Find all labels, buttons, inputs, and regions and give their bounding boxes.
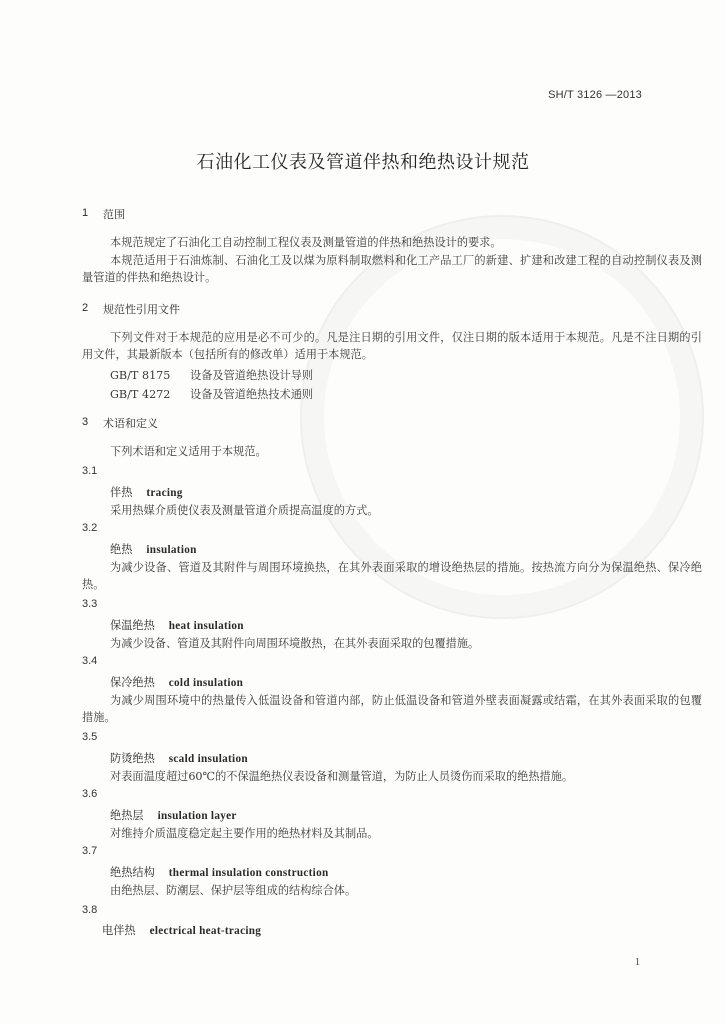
term-english: heat insulation xyxy=(168,620,244,632)
page-number: 1 xyxy=(635,957,640,968)
term-number: 3.1 xyxy=(82,465,98,477)
term-definition: 采用热媒介质使仪表及测量管道介质提高温度的方式。 xyxy=(110,504,379,517)
reference-name: 设备及管道绝热设计导则 xyxy=(190,369,314,382)
section-2-paragraph: 下列文件对于本规范的应用是必不可少的。凡是注日期的引用文件，仅注日期的版本适用于本规范。凡是不注日期的引用文件，其最新版本（包括所有的修改单）适用于本规范。 xyxy=(82,331,702,361)
term-chinese: 绝热层 xyxy=(110,809,144,822)
term-heading xyxy=(110,541,197,557)
term-english: tracing xyxy=(146,487,183,499)
standard-code: SH/T 3126 —2013 xyxy=(548,89,642,101)
term-english: thermal insulation construction xyxy=(168,867,329,879)
section-1-number: 1 xyxy=(82,207,89,219)
term-heading xyxy=(110,617,244,633)
term-number: 3.7 xyxy=(82,845,98,857)
section-1-paragraph-1: 本规范规定了石油化工自动控制工程仪表及测量管道的伴热和绝热设计的要求。 xyxy=(110,236,502,249)
term-english: insulation xyxy=(146,544,197,556)
term-heading xyxy=(110,674,243,690)
term-heading xyxy=(102,922,261,938)
term-chinese: 绝热 xyxy=(110,543,133,556)
term-definition: 对维持介质温度稳定起主要作用的绝热材料及其制品。 xyxy=(110,827,379,840)
section-3-number: 3 xyxy=(82,416,89,428)
term-number: 3.6 xyxy=(82,788,98,800)
reference-name: 设备及管道绝热技术通则 xyxy=(190,388,314,401)
term-english: cold insulation xyxy=(168,677,244,689)
term-definition: 为减少周围环境中的热量传入低温设备和管道内部，防止低温设备和管道外壁表面凝露或结霜，在其外表面采取的包覆措施。 xyxy=(82,694,702,724)
section-1-title: 范围 xyxy=(103,208,125,221)
term-chinese: 防烫绝热 xyxy=(110,752,155,765)
term-heading xyxy=(110,807,237,823)
page-title: 石油化工仪表及管道伴热和绝热设计规范 xyxy=(196,152,530,173)
term-number: 3.2 xyxy=(82,522,98,534)
term-definition: 为减少设备、管道及其附件与周围环境换热，在其外表面采取的增设绝热层的措施。按热流方向分为保温绝热、保冷绝热。 xyxy=(82,561,702,591)
term-english: insulation layer xyxy=(157,810,237,822)
reference-item xyxy=(110,386,313,402)
section-2-number: 2 xyxy=(82,302,89,314)
term-chinese: 伴热 xyxy=(110,486,133,499)
term-number: 3.3 xyxy=(82,598,98,610)
term-number: 3.4 xyxy=(82,655,98,667)
term-definition: 由绝热层、防潮层、保护层等组成的结构综合体。 xyxy=(110,884,357,897)
term-number: 3.5 xyxy=(82,731,98,743)
reference-code: GB/T 4272 xyxy=(110,388,171,401)
term-chinese: 电伴热 xyxy=(102,924,136,937)
term-chinese: 保温绝热 xyxy=(110,619,155,632)
section-1-paragraph-2: 本规范适用于石油炼制、石油化工及以煤为原料制取燃料和化工产品工厂的新建、扩建和改建工程的自动控制仪表及测量管道的伴热和绝热设计。 xyxy=(82,254,702,284)
term-definition: 为减少设备、管道及其附件向周围环境散热，在其外表面采取的包覆措施。 xyxy=(110,637,480,650)
section-2-title: 规范性引用文件 xyxy=(103,303,180,316)
reference-code: GB/T 8175 xyxy=(110,369,171,382)
term-chinese: 绝热结构 xyxy=(110,866,155,879)
section-3-intro: 下列术语和定义适用于本规范。 xyxy=(110,445,267,458)
term-number: 3.8 xyxy=(82,904,98,916)
term-english: scald insulation xyxy=(168,753,248,765)
term-definition: 对表面温度超过60℃的不保温绝热仪表设备和测量管道，为防止人员烫伤而采取的绝热措施。 xyxy=(110,770,574,783)
term-chinese: 保冷绝热 xyxy=(110,676,155,689)
term-heading xyxy=(110,750,248,766)
term-heading xyxy=(110,484,183,500)
section-3-title: 术语和定义 xyxy=(103,417,158,430)
term-heading xyxy=(110,864,328,880)
term-english: electrical heat-tracing xyxy=(149,925,262,937)
reference-item xyxy=(110,367,313,383)
